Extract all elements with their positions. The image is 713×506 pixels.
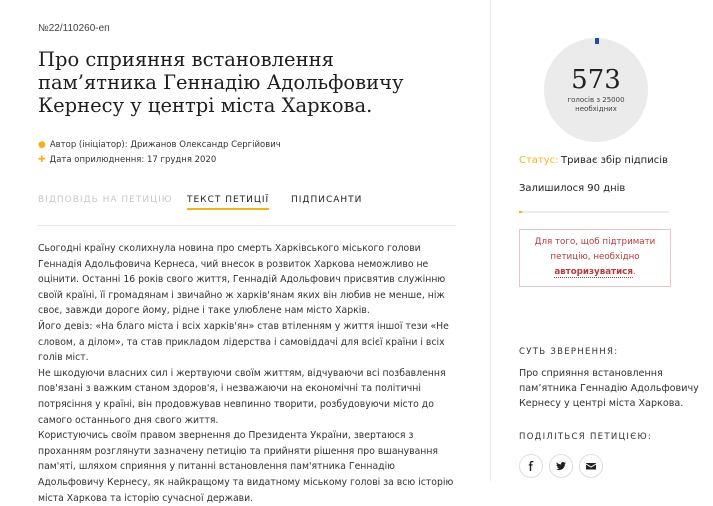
paragraph: Користуючись своїм правом звернення до Президента України, звертаюся з проханням розглянути зазначену петицію та прийняти рішення про вшанування пам'яті, шляхом сприяння у питанні встановлення пам'ятника Геннадію Адольфовичу Кернесу, як найкращому та видатному міському голові за всю історію міста Харкова та історію сучасної держави. <box>38 430 454 504</box>
author-text: Автор (ініціатор): Дрижанов Олександр Сергійович <box>49 140 281 150</box>
login-link[interactable]: авторизуватися <box>554 267 633 277</box>
tab-signers[interactable]: ПІДПИСАНТИ <box>291 195 363 205</box>
status-value: Триває збір підписів <box>561 155 668 166</box>
vote-count: 573 <box>571 65 621 95</box>
paragraph: Не шкодуючи власних сил і жертвуючи своїм життям, відчуваючи всі позбавлення пов'язані з важким станом здоров'я, і незважаючи на економічні та політичні потрясіння у країні, він продовжував невпинно творити, розбудовуючи місто до самого останнього дня свого життя. <box>38 367 446 426</box>
date-line <box>38 155 216 165</box>
paragraph: Його девіз: «На благо міста і всіх харків'ян» став втіленням у життя іншої тези «Не словом, а ділом», та став прикладом лідерства і самовіддачі для всієї країни і всіх голів міст. <box>38 320 449 364</box>
progress-marker <box>595 38 599 44</box>
progress-fill <box>519 211 522 213</box>
petition-text <box>38 241 458 506</box>
twitter-icon <box>556 461 566 471</box>
auth-message: Для того, щоб підтримати петицію, необхідно <box>534 237 656 262</box>
essence-text: Про сприяння встановлення пам’ятника Геннадію Адольфовичу Кернесу у центрі міста Харкова. <box>519 368 699 409</box>
tab-text[interactable]: ТЕКСТ ПЕТИЦІЇ <box>187 195 269 210</box>
share-label: ПОДІЛІТЬСЯ ПЕТИЦІЄЮ: <box>519 432 653 442</box>
vote-counter <box>544 38 648 142</box>
date-text: Дата оприлюднення: 17 грудня 2020 <box>49 155 217 165</box>
status-label: Статус: <box>519 155 559 166</box>
votes-needed: голосів з 25000 необхідних <box>567 96 625 113</box>
petition-number: №22/110260-еп <box>38 23 110 34</box>
paragraph: Сьогодні країну сколихнула новина про смерть Харківського міського голови Геннадія Адольфовича Кернеса, чий внесок в розвиток Харкова неможливо не оцінити. Останні 16 років свого життя, Геннадій Адольфович присвятив служінню своїй країні, її громадянам і звичайно ж харків'янам яких він любив не менше, ніж своє, завжди дороге йому, рідне і таке улюблене нам місто Харків. <box>38 243 446 317</box>
essence-label: СУТЬ ЗВЕРНЕННЯ: <box>519 347 619 357</box>
share-facebook-button[interactable] <box>519 454 543 478</box>
plus-icon: ✚ <box>38 155 46 165</box>
share-twitter-button[interactable] <box>549 454 573 478</box>
auth-period: . <box>632 267 636 277</box>
user-icon: ● <box>38 140 46 150</box>
share-email-button[interactable] <box>579 454 603 478</box>
petition-tabs <box>38 195 456 226</box>
auth-text <box>520 235 670 280</box>
author-line <box>38 140 281 150</box>
progress-bar <box>519 211 669 213</box>
petition-sidebar <box>490 0 713 481</box>
email-icon <box>586 461 596 471</box>
petition-title: Про сприяння встановлення пам’ятника Геннадію Адольфовичу Кернесу у центрі міста Харкова. <box>38 48 404 117</box>
facebook-icon <box>526 461 536 471</box>
status-row <box>519 155 668 166</box>
tab-answer: ВІДПОВІДЬ НА ПЕТИЦІЮ <box>38 195 173 205</box>
days-remaining: Залишилося 90 днів <box>519 183 626 194</box>
auth-notice <box>519 229 671 287</box>
